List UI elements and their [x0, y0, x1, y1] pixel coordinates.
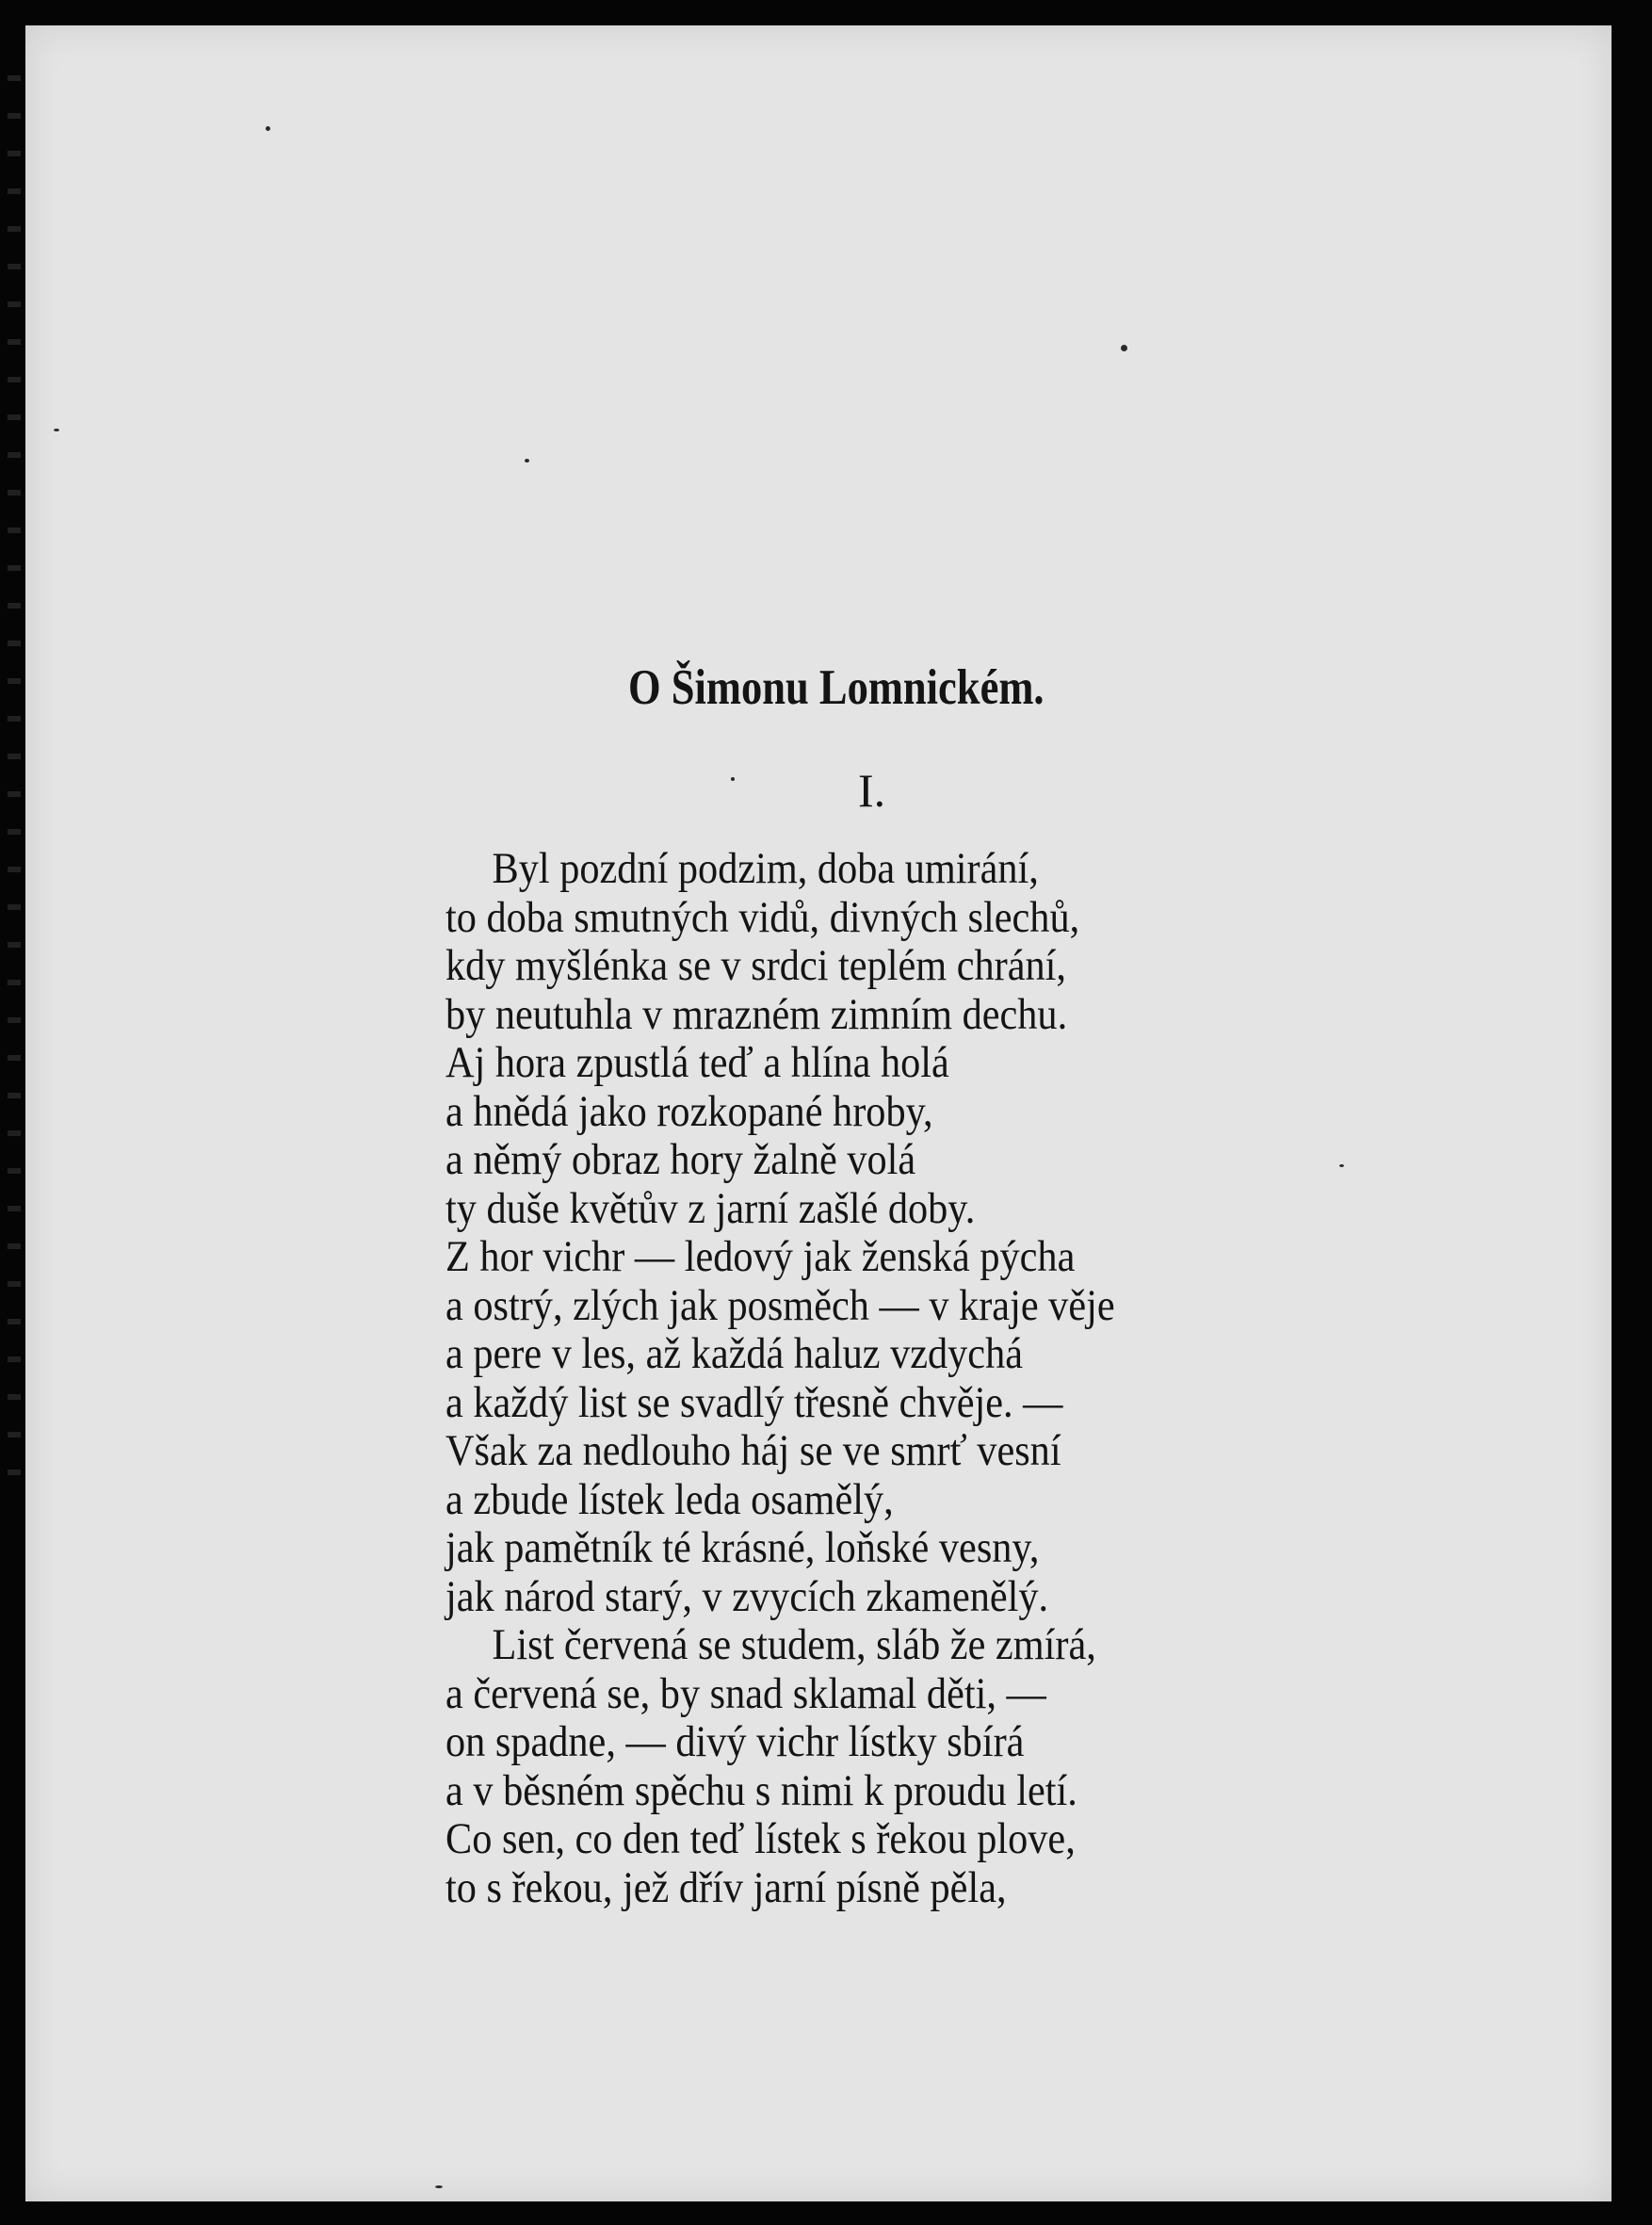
section-number: I. [858, 764, 886, 817]
dust-speck [54, 429, 59, 431]
dust-speck [435, 2185, 443, 2188]
poem-line: Byl pozdní podzim, doba umirání, [492, 844, 1039, 893]
poem-line: a červená se, by snad sklamal děti, — [445, 1668, 1046, 1718]
poem-line: a každý list se svadlý třesně chvěje. — [445, 1377, 1063, 1427]
poem-line: jak pamětník té krásné, loňské vesny, [445, 1523, 1040, 1572]
poem-line: a zbude lístek leda osamělý, [445, 1474, 894, 1524]
binding-edge [8, 75, 21, 1488]
poem-line: Z hor vichr — ledový jak ženská pýcha [445, 1232, 1076, 1281]
poem-text [445, 845, 1190, 1912]
dust-speck [525, 459, 529, 463]
poem-line: a v běsném spěchu s nimi k proudu letí. [445, 1765, 1077, 1815]
poem-line: ty duše květův z jarní zašlé doby. [445, 1183, 976, 1233]
poem-line: a ostrý, zlých jak posměch — v kraje věje [445, 1280, 1115, 1330]
poem-line: a pere v les, až každá haluz vzdychá [445, 1329, 1024, 1378]
page-title: O Šimonu Lomnickém. [628, 660, 1045, 715]
dust-speck [1339, 1164, 1344, 1167]
poem-line: a němý obraz hory žalně volá [445, 1135, 916, 1184]
poem-line: a hnědá jako rozkopané hroby, [445, 1086, 933, 1136]
poem-line: Však za nedlouho háj se ve smrť vesní [445, 1426, 1061, 1475]
dust-speck [731, 777, 735, 781]
poem-line: List červená se studem, sláb že zmírá, [492, 1620, 1096, 1669]
poem-line: Aj hora zpustlá teď a hlína holá [445, 1038, 949, 1087]
dust-speck [266, 126, 270, 131]
poem-line: by neutuhla v mrazném zimním dechu. [445, 989, 1068, 1039]
poem-line: on spadne, — divý vichr lístky sbírá [445, 1717, 1025, 1766]
poem-line: to doba smutných vidů, divných slechů, [445, 892, 1080, 942]
poem-line: to s řekou, jež dřív jarní písně pěla, [445, 1862, 1007, 1912]
dust-speck [1121, 345, 1127, 351]
poem-line: jak národ starý, v zvycích zkamenělý. [445, 1571, 1049, 1621]
poem-line: Co sen, co den teď lístek s řekou plove, [445, 1814, 1076, 1863]
poem-line: kdy myšlénka se v srdci teplém chrání, [445, 941, 1066, 990]
